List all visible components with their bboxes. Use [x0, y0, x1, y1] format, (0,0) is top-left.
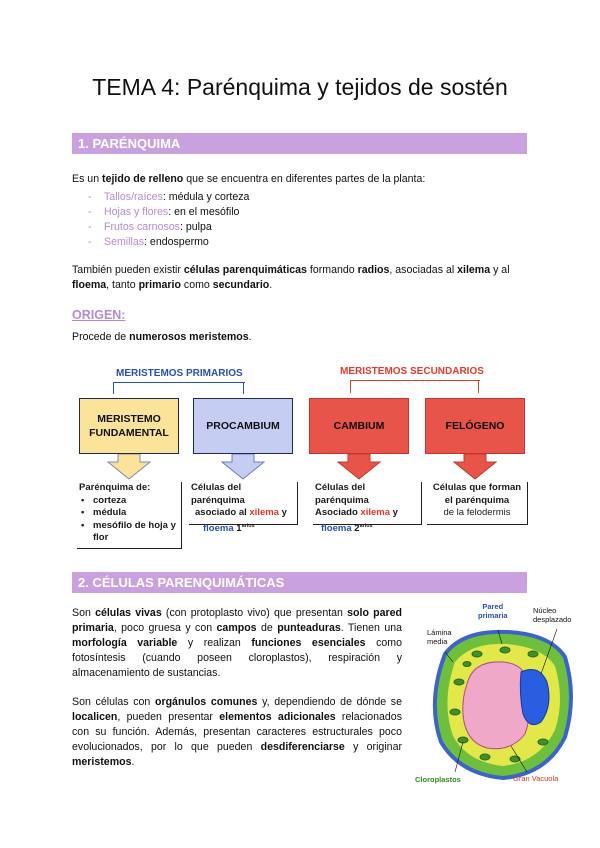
- intro-bold: tejido de relleno: [102, 173, 184, 185]
- page-title: TEMA 4: Parénquima y tejidos de sostén: [92, 74, 508, 100]
- caption-felogeno: Células que forman el parénquima de la felodermis: [427, 482, 528, 525]
- secondary-bracket-right: [478, 380, 479, 393]
- cells-paragraph-1: Son células vivas (con protoplasto vivo) que presentan solo pared primaria, poco gruesa y con campos de punteaduras. Tienen una morfología variable y realizan funciones esenciales como fotosíntesis (cuando poseen cloroplastos), respiración y almacenamiento de sustancias.: [72, 607, 403, 679]
- origen-heading: ORIGEN:: [72, 308, 126, 322]
- arrow-down-icon: [221, 454, 265, 480]
- procambium-box: PROCAMBIUM: [193, 398, 293, 454]
- list-item: • médula: [81, 507, 127, 518]
- secondary-bracket-top: [350, 380, 480, 381]
- secondary-meristems-label: MERISTEMOS SECUNDARIOS: [340, 366, 484, 377]
- list-item: - Hojas y flores: en el mesófilo: [88, 206, 240, 218]
- list-item: - Tallos/raíces: médula y corteza: [88, 191, 250, 203]
- list-item: • mesófilo de hoja y flor: [81, 519, 176, 543]
- primary-bracket-right: [243, 382, 244, 394]
- caption-fundamental: [77, 482, 182, 549]
- arrow-down-icon: [337, 454, 381, 480]
- primary-bracket-top: [113, 382, 245, 383]
- meristem-diagram: [72, 360, 532, 560]
- arrow-down-icon: [107, 454, 151, 480]
- label-nucleo: Núcleo desplazado: [533, 606, 572, 624]
- intro-paragraph: [72, 172, 532, 187]
- label-vacuola: Gran Vacuola: [513, 774, 559, 783]
- caption-cambium: Células del parénquima Asociado xilema y floema $2^{arios}$: [313, 482, 422, 525]
- cells-paragraph-2: Son células con orgánulos comunes y, dependiendo de dónde se localicen, pueden presentar elementos adicionales relacionados con su función. Además, presentan caracteres estructurales poco evolucionados, por lo que pueden desdiferenciarse y originar meristemos.: [72, 696, 402, 768]
- cambium-box: CAMBIUM: [309, 398, 409, 454]
- arrow-down-icon: [453, 454, 497, 480]
- intro-text-end: que se encuentra en diferentes partes de la planta:: [183, 173, 426, 185]
- section-heading-parenquima: 1. PARÉNQUIMA: [72, 133, 527, 154]
- primary-bracket-left: [113, 382, 114, 394]
- label-cloroplastos: Cloroplastos: [415, 775, 461, 784]
- label-lamina-media: Lámina media: [427, 628, 452, 646]
- label-pared-primaria: Pared primaria: [478, 602, 508, 620]
- list-item: • corteza: [81, 494, 127, 506]
- plant-parts-list: [88, 190, 249, 250]
- intro-text: Es un: [72, 173, 103, 185]
- caption-procambium: Células del parénquima asociado al xilema y floema $1^{arios}$: [189, 482, 298, 525]
- felogeno-box: FELÓGENO: [425, 398, 525, 454]
- caption-fundamental-title: Parénquima de:: [79, 482, 151, 493]
- primary-meristems-label: MERISTEMOS PRIMARIOS: [116, 368, 243, 379]
- section-heading-celulas: 2. CÉLULAS PARENQUIMÁTICAS: [72, 572, 527, 593]
- radios-paragraph: También pueden existir células parenquimáticas formando radios, asociadas al xilema y al floema, tanto primario como secundario.: [72, 264, 510, 291]
- origen-paragraph: Procede de numerosos meristemos.: [72, 331, 252, 343]
- parenchyma-cell-illustration: [415, 602, 590, 792]
- secondary-bracket-left: [350, 380, 351, 393]
- list-item: - Frutos carnosos: pulpa: [88, 221, 212, 233]
- list-item: - Semillas: endospermo: [88, 236, 209, 248]
- meristemo-fundamental-box: MERISTEMO FUNDAMENTAL: [79, 398, 179, 454]
